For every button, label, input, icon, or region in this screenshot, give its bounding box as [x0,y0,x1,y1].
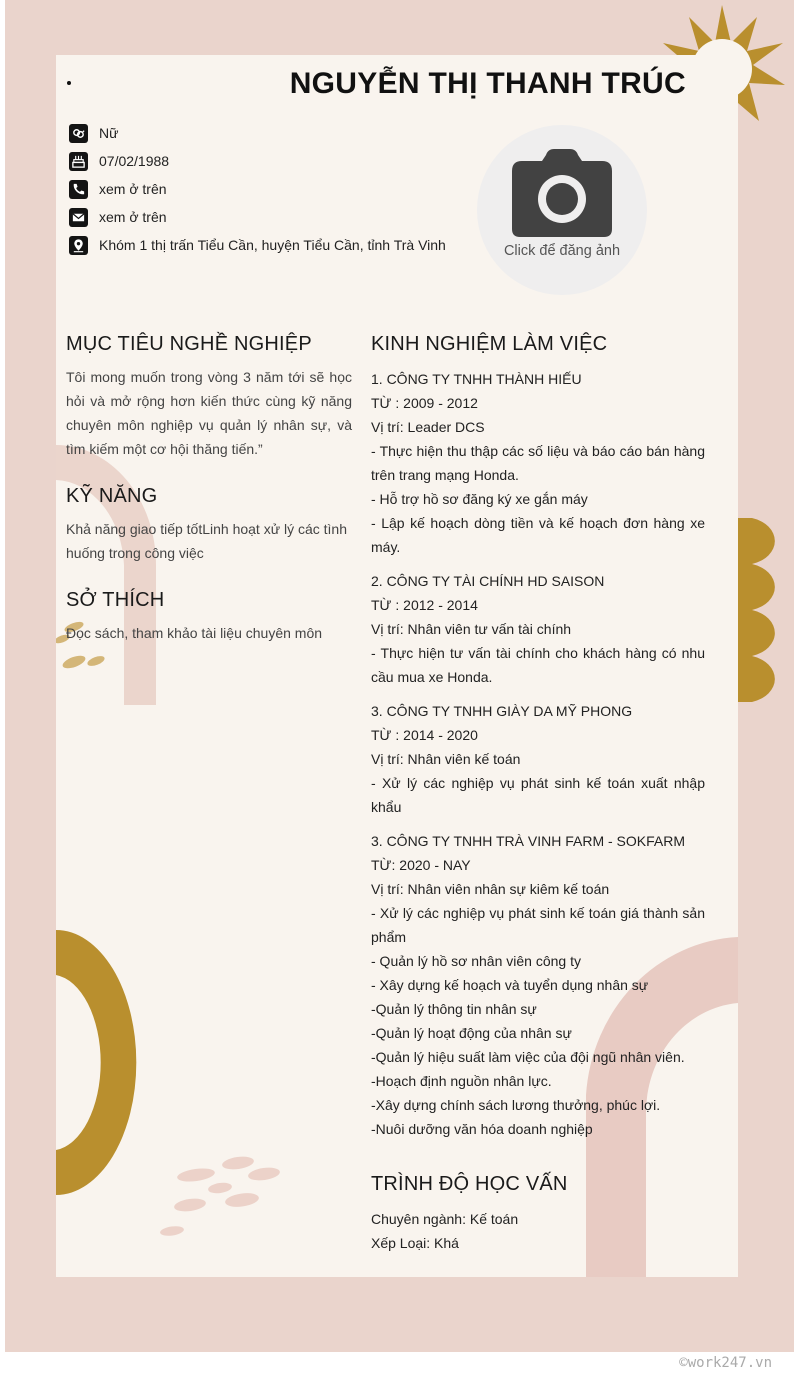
job-duty: - Thực hiện thu thập các số liệu và báo cáo bán hàng trên trang mạng Honda. [371,443,705,483]
job-duty: - Lập kế hoạch dòng tiền và kế hoạch đơn hàng xe máy. [371,515,705,555]
gold-scallop-decoration [738,518,786,706]
job-duty: - Xử lý các nghiệp vụ phát sinh kế toán giá thành sản phẩm [371,905,705,945]
photo-upload-label: Click để đăng ảnh [503,243,621,259]
experience-heading: KINH NGHIỆM LÀM VIỆC [371,333,608,355]
cake-icon [69,152,88,171]
phone-row [69,175,446,203]
skills-text: Khả năng giao tiếp tốtLinh hoạt xử lý các tình huống trong công việc [66,521,348,561]
watermark: ©work247.vn [679,1355,772,1371]
cv-sheet [56,55,738,1277]
job-company: 2. CÔNG TY TÀI CHÍNH HD SAISON [371,573,605,589]
job-duty: -Quản lý thông tin nhân sự [371,1001,537,1017]
job-entry-1 [371,367,705,559]
envelope-icon [69,208,88,227]
job-entry-4 [371,829,705,1141]
gender-icon [69,124,88,143]
skills-heading: KỸ NĂNG [66,485,158,507]
bullet-dot [67,81,71,85]
job-entry-3 [371,699,705,819]
job-duty: -Xây dựng chính sách lương thưởng, phúc lợi. [371,1097,661,1113]
hobbies-section [66,587,352,645]
left-column [66,331,352,667]
email-row [69,203,446,231]
cv-background [5,0,794,1352]
gender-value: Nữ [99,125,119,141]
job-position: Vị trí: Leader DCS [371,419,485,435]
hobbies-text: Đọc sách, tham khảo tài liệu chuyên môn [66,625,323,641]
objective-text: Tôi mong muốn trong vòng 3 năm tới sẽ học hỏi và mở rộng hơn kiến thức cùng kỹ năng chuyên môn nghiệp vụ quản lý nhân sự, và tìm kiếm một cơ hội thăng tiến.” [66,369,352,457]
job-position: Vị trí: Nhân viên kế toán [371,751,521,767]
education-heading: TRÌNH ĐỘ HỌC VẤN [371,1173,568,1195]
job-company: 1. CÔNG TY TNHH THÀNH HIẾU [371,371,582,387]
phone-icon [69,180,88,199]
right-column [371,331,705,1255]
job-period: TỪ : 2012 - 2014 [371,597,478,613]
address-value: Khóm 1 thị trấn Tiểu Cần, huyện Tiểu Cần, tỉnh Trà Vinh [99,237,446,253]
job-period: TỪ: 2020 - NAY [371,857,471,873]
email-value: xem ở trên [99,209,167,225]
photo-upload-button[interactable] [477,125,647,295]
objective-section [66,331,352,461]
address-row [69,231,446,259]
job-position: Vị trí: Nhân viên tư vấn tài chính [371,621,572,637]
birthday-row [69,147,446,175]
objective-heading: MỤC TIÊU NGHỀ NGHIỆP [66,333,312,355]
location-pin-icon [69,236,88,255]
job-duty: - Quản lý hồ sơ nhân viên công ty [371,953,581,969]
phone-value: xem ở trên [99,181,167,197]
contact-info [69,119,446,259]
job-duty: -Hoạch định nguồn nhân lực. [371,1073,552,1089]
skills-section [66,483,352,565]
hobbies-heading: SỞ THÍCH [66,589,165,611]
job-period: TỪ : 2009 - 2012 [371,395,478,411]
job-duty: - Xử lý các nghiệp vụ phát sinh kế toán xuất nhập khẩu [371,775,705,815]
job-duty: - Xây dựng kế hoạch và tuyển dụng nhân sự [371,977,649,993]
birthday-value: 07/02/1988 [99,153,170,169]
job-period: TỪ : 2014 - 2020 [371,727,478,743]
education-rank: Xếp Loại: Khá [371,1235,459,1251]
job-entry-2 [371,569,705,689]
education-major: Chuyên ngành: Kế toán [371,1211,519,1227]
job-position: Vị trí: Nhân viên nhân sự kiêm kế toán [371,881,610,897]
job-duty: -Quản lý hoạt động của nhân sự [371,1025,572,1041]
gender-row [69,119,446,147]
job-company: 3. CÔNG TY TNHH GIÀY DA MỸ PHONG [371,703,633,719]
camera-icon [510,149,614,239]
job-duty: -Nuôi dưỡng văn hóa doanh nghiệp [371,1121,593,1137]
job-duty: - Thực hiện tư vấn tài chính cho khách hàng có nhu cầu mua xe Honda. [371,645,705,685]
candidate-name: NGUYỄN THỊ THANH TRÚC [289,67,686,100]
job-company: 3. CÔNG TY TNHH TRÀ VINH FARM - SOKFARM [371,833,686,849]
job-duty: -Quản lý hiệu suất làm việc của đội ngũ nhân viên. [371,1049,685,1065]
job-duty: - Hỗ trợ hồ sơ đăng ký xe gắn máy [371,491,588,507]
